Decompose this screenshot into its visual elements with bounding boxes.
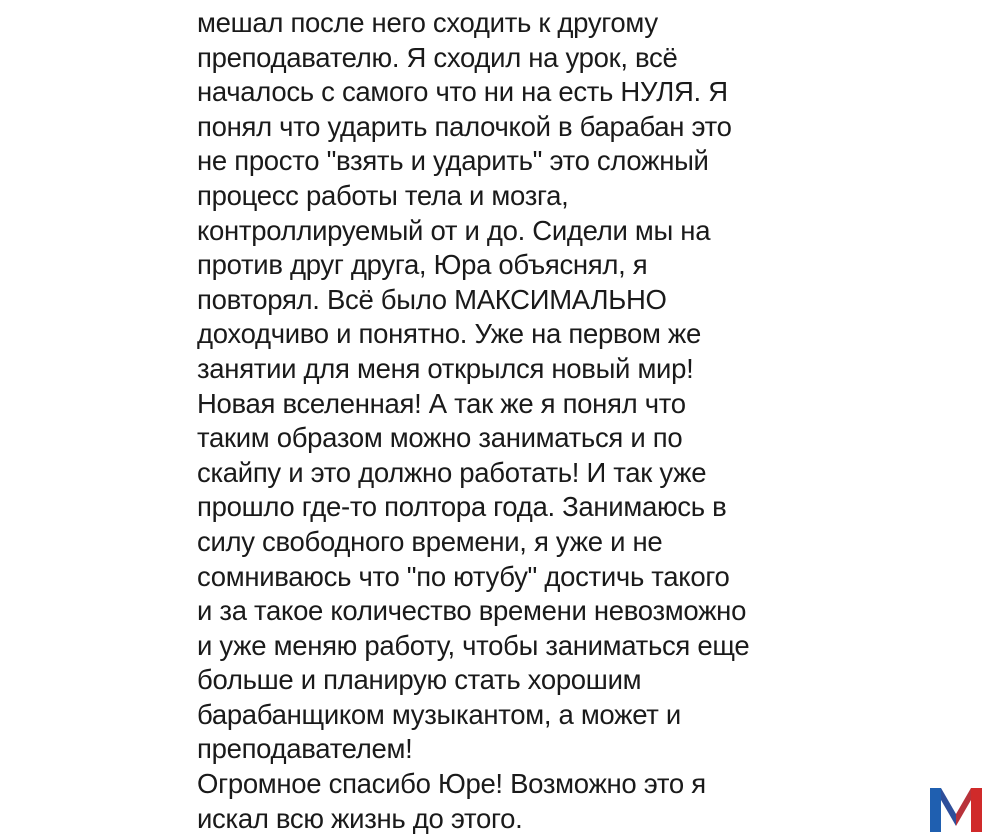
logo-middle-left-stroke: [941, 788, 956, 826]
message-line: и уже меняю работу, чтобы заниматься еще: [197, 629, 750, 661]
message-line: началось с самого что ни на есть НУЛЯ. Я: [197, 76, 728, 108]
message-line: таким образом можно заниматься и по: [197, 422, 683, 454]
message-line: занятии для меня открылся новый мир!: [197, 352, 694, 384]
message-line: барабанщиком музыкантом, а может и: [197, 698, 681, 730]
message-line: мешал после него сходить к другому: [197, 7, 658, 38]
message-line: сомниваюсь что "по ютубу" достичь такого: [197, 560, 730, 592]
message-line: скайпу и это должно работать! И так уже: [197, 456, 707, 488]
message-line: контроллируемый от и до. Сидели мы на: [197, 214, 711, 246]
message-line: силу свободного времени, я уже и не: [197, 525, 663, 557]
message-line: преподавателем!: [197, 733, 413, 765]
message-line: не просто "взять и ударить" это сложный: [197, 145, 709, 177]
message-line: против друг друга, Юра объяснял, я: [197, 249, 648, 281]
logo-right-stroke: [971, 788, 982, 832]
message-line: понял что ударить палочкой в барабан это: [197, 110, 732, 142]
logo-middle-right-stroke: [956, 788, 971, 826]
message-line: доходчиво и понятно. Уже на первом же: [197, 318, 701, 350]
message-line: процесс работы тела и мозга,: [197, 179, 569, 211]
review-message-text: [197, 6, 797, 836]
message-line: Огромное спасибо Юре! Возможно это я: [197, 768, 706, 800]
message-line: Новая вселенная! А так же я понял что: [197, 387, 686, 419]
message-line: преподавателю. Я сходил на урок, всё: [197, 41, 678, 73]
cropped-text-fragment: [708, 828, 768, 838]
message-line: больше и планирую стать хорошим: [197, 664, 642, 696]
message-line: прошло где-то полтора года. Занимаюсь в: [197, 491, 727, 523]
logo-left-stroke: [930, 788, 941, 832]
message-line: искал всю жизнь до этого.: [197, 802, 523, 834]
m-letter-logo-icon: [928, 784, 984, 834]
message-line: и за такое количество времени невозможно: [197, 595, 747, 627]
message-line: повторял. Всё было МАКСИМАЛЬНО: [197, 283, 667, 315]
